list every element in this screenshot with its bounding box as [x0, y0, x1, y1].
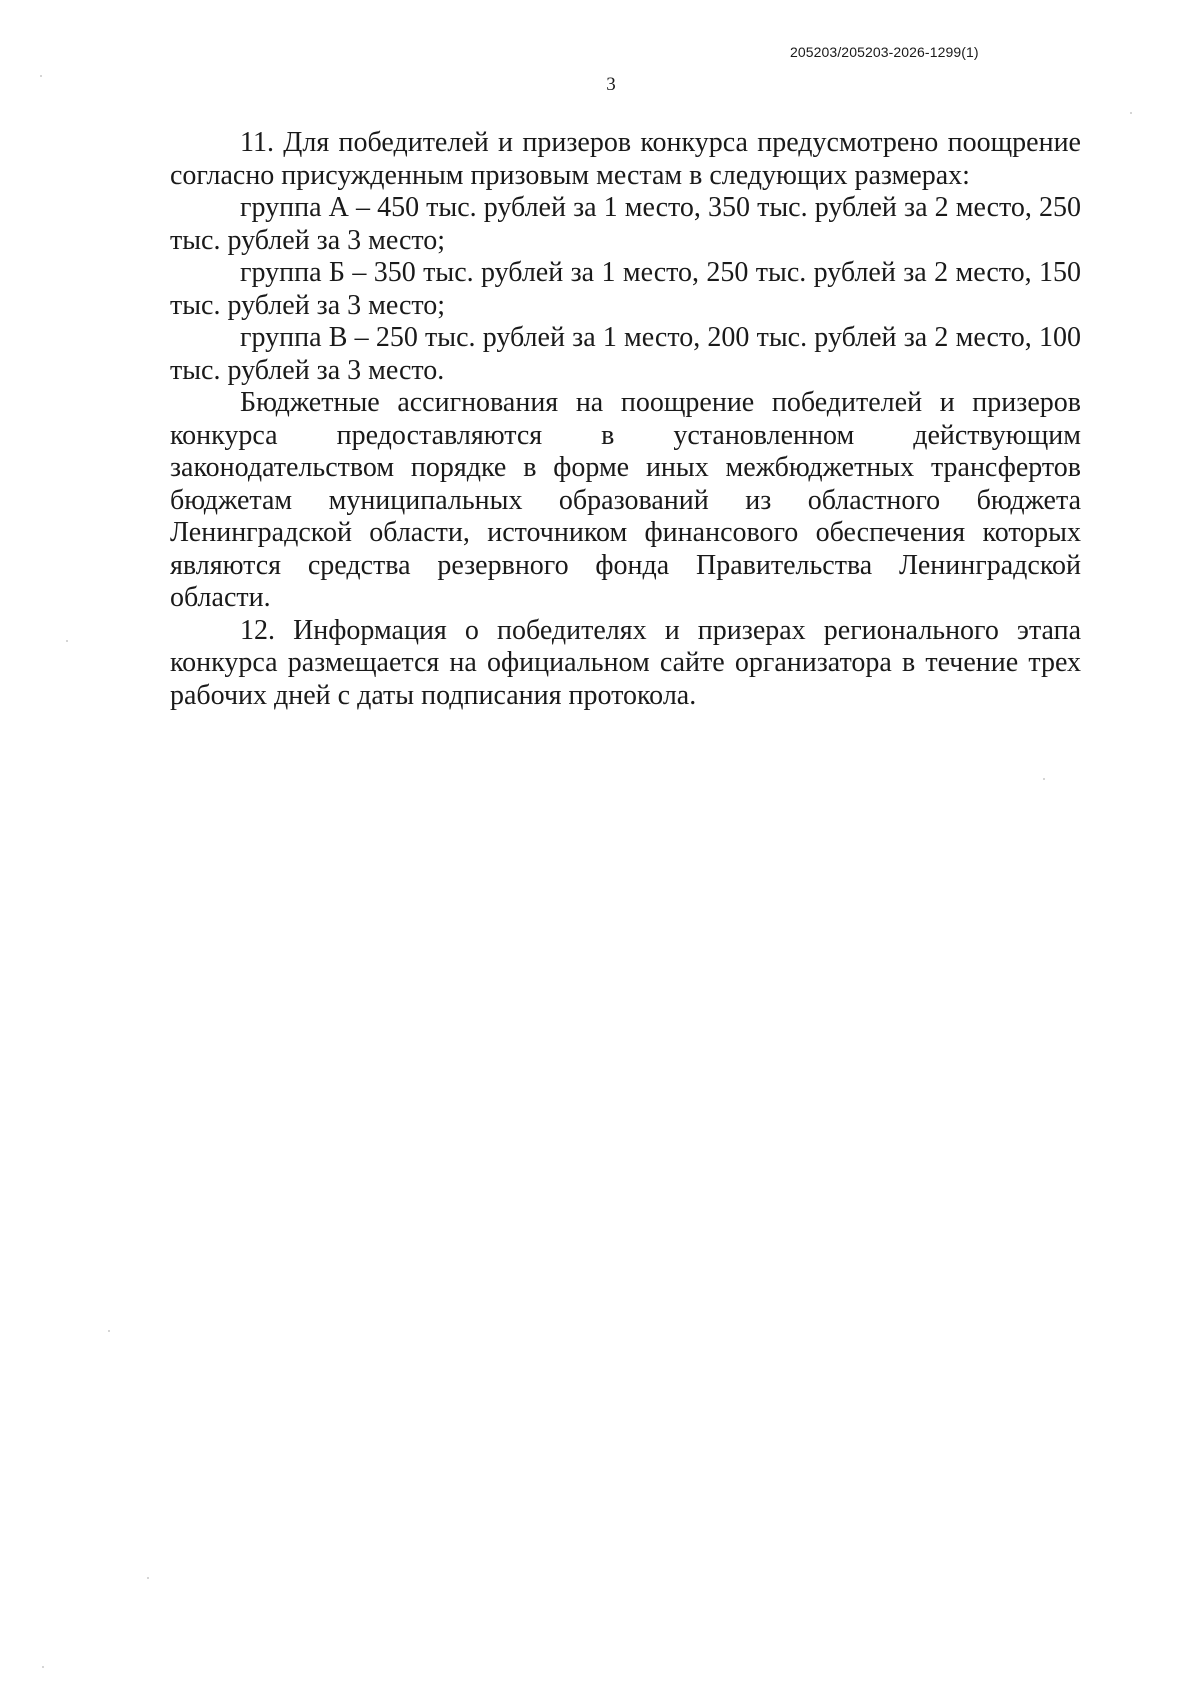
- paragraph-group-v: группа В – 250 тыс. рублей за 1 место, 200 тыс. рублей за 2 место, 100 тыс. рублей за 3 место.: [170, 322, 1081, 386]
- scan-speck: [147, 1577, 149, 1579]
- paragraph-group-b: группа Б – 350 тыс. рублей за 1 место, 250 тыс. рублей за 2 место, 150 тыс. рублей за 3 место;: [170, 257, 1081, 321]
- scan-speck: [42, 1666, 44, 1668]
- page-number: 3: [606, 74, 616, 95]
- scan-speck: [40, 75, 42, 77]
- scan-speck: [1043, 778, 1045, 780]
- paragraph-11-intro: 11. Для победителей и призеров конкурса предусмотрено поощрение согласно присужденным призовым местам в следующих размерах:: [170, 127, 1081, 191]
- scan-speck: [66, 640, 68, 642]
- document-body: [170, 127, 1081, 712]
- scan-speck: [1130, 112, 1132, 114]
- paragraph-12-info: 12. Информация о победителях и призерах регионального этапа конкурса размещается на официальном сайте организатора в течение трех рабочих дней с даты подписания протокола.: [170, 614, 1081, 711]
- document-id: 205203/205203-2026-1299(1): [790, 44, 979, 60]
- paragraph-group-a: группа А – 450 тыс. рублей за 1 место, 350 тыс. рублей за 2 место, 250 тыс. рублей за 3 место;: [170, 192, 1081, 256]
- scan-speck: [108, 1330, 110, 1332]
- paragraph-budget: Бюджетные ассигнования на поощрение победителей и призеров конкурса предоставляются в установленном действующим законодательством порядке в форме иных межбюджетных трансфертов бюджетам муниципальных образований из областного бюджета Ленинградской области, источником финансового обеспечения которых являются средства резервного фонда Правительства Ленинградской области.: [170, 387, 1081, 613]
